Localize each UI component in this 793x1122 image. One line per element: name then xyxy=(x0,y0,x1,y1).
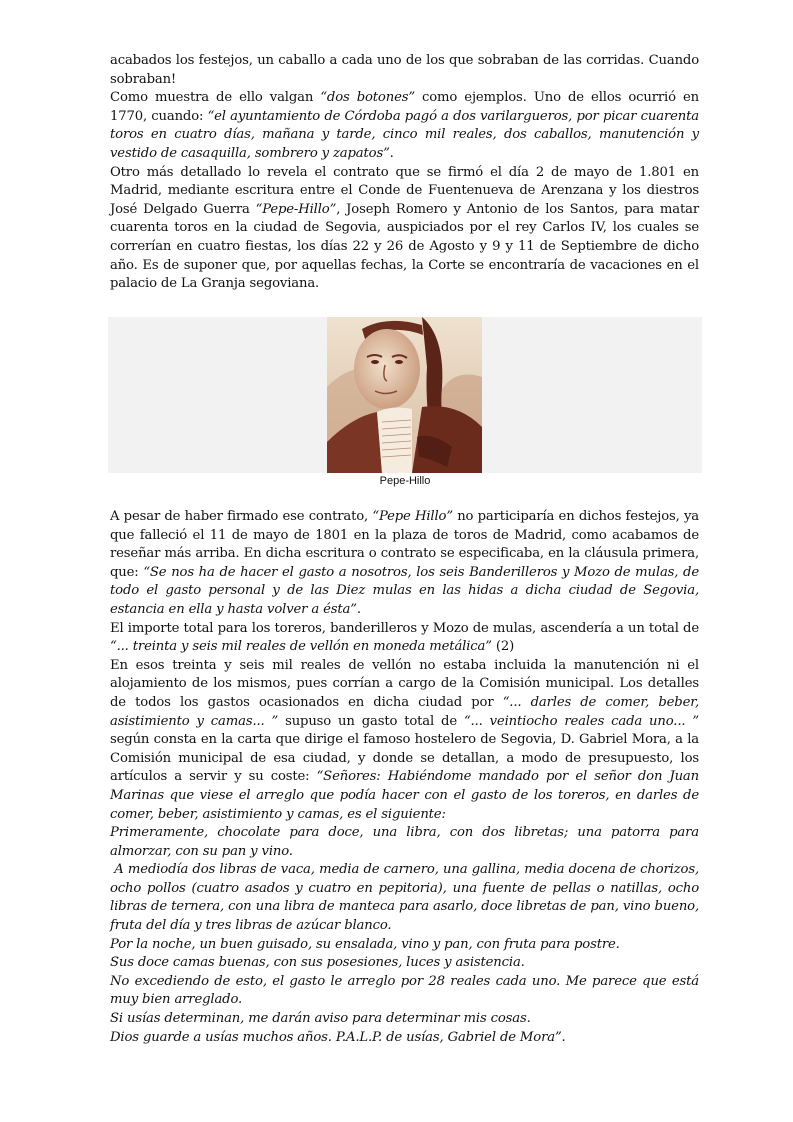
paragraph-text: supuso un gasto total de xyxy=(278,713,464,729)
portrait-illustration xyxy=(327,317,482,473)
quote-text: “dos botones” xyxy=(320,90,415,106)
paragraph-text: En esos treinta y seis mil reales de vellón no estaba incluida la manutención ni el alojamiento de los mismos, pues corrían a cargo de la Comisión municipal. Los detalles de todos los gastos ocasionados en dicha ciudad por xyxy=(110,657,699,710)
paragraph-text: acabados los festejos, un caballo a cada uno de los que sobraban de las corridas. Cuando sobraban! xyxy=(110,53,699,87)
quote-text: Si usías determinan, me darán aviso para determinar mis cosas. xyxy=(110,1011,531,1027)
paragraph-text: El importe total para los toreros, banderilleros y Mozo de mulas, ascendería a un total de xyxy=(110,620,699,636)
footnote-ref: (2) xyxy=(491,639,515,655)
quote-text: A mediodía dos libras de vaca, media de carnero, una gallina, media docena de chorizos, ocho pollos (cuatro asados y cuatro en pepitoria), una fuente de pellas o natillas, ocho libras de ternera, con una libra de manteca para asarlo, doce libretas de pan, vino bueno, fruta del día y tres libras de azúcar blanco. xyxy=(110,862,704,934)
paragraph xyxy=(110,164,699,294)
quote-text: “... treinta y seis mil reales de vellón en moneda metálica” xyxy=(110,639,492,655)
letter-paragraph xyxy=(110,861,704,935)
quote-text: Primeramente, chocolate para doce, una libra, con dos libretas; una patorra para almorzar, con su pan y vino. xyxy=(110,825,699,859)
quote-text: “Pepe-Hillo” xyxy=(255,201,337,217)
portrait-image xyxy=(327,317,482,473)
paragraph-text: Como muestra de ello valgan xyxy=(110,90,321,106)
letter-paragraph xyxy=(110,973,699,1010)
letter-paragraph xyxy=(110,1010,699,1029)
paragraph-text: no participaría en dichos festejos, ya que falleció el 11 de mayo de 1801 en la plaza de toros de Madrid, como acabamos de reseñar más arriba. En dicha escritura o contrato se especificaba, en la cláusula primera, que: xyxy=(110,509,699,580)
quote-text: Sus doce camas buenas, con sus posesiones, luces y asistencia. xyxy=(110,955,525,971)
paragraph-text: , Joseph Romero y Antonio de los Santos, para matar cuarenta toros en la ciudad de Segovia, auspiciados por el rey Carlos IV, los cuales se correrían en cuatro fiestas, los días 22 y 26 de Agosto y 9 y 11 de Septiembre de dicho año. Es de suponer que, por aquellas fechas, la Corte se encontraría de vacaciones en el palacio de La Granja segoviana. xyxy=(110,201,699,292)
quote-text: “el ayuntamiento de Córdoba pagó a dos varilargueros, por picar cuarenta toros en cuatro días, mañana y tarde, cinco mil reales, dos caballos, manutención y vestido de casaquilla, sombrero y zapatos” xyxy=(110,108,699,161)
quote-text: “... veintiocho reales cada uno... ” xyxy=(463,713,699,729)
paragraph-text: . xyxy=(389,145,394,161)
quote-text: Dios guarde a usías muchos años. P.A.L.P. de usías, Gabriel de Mora”. xyxy=(110,1029,566,1045)
text-section-bottom xyxy=(110,508,704,1047)
paragraph xyxy=(110,52,699,89)
quote-text: “Se nos ha de hacer el gasto a nosotros, los seis Banderilleros y Mozo de mulas, de todo el gasto personal y de las Diez mulas en las hidas a dicha ciudad de Segovia, estancia en ella y hasta volver a ésta” xyxy=(110,564,699,617)
quote-text: “Señores: Habiéndome mandado por el señor don Juan Marinas que viese el arreglo que podía hacer con el gasto de los toreros, en darles de comer, beber, asistimiento y camas, es el siguiente: xyxy=(110,769,699,822)
letter-paragraph xyxy=(110,1029,699,1048)
paragraph-text: como ejemplos. Uno de ellos ocurrió en 1770, cuando: xyxy=(110,90,699,124)
paragraph-text: A pesar de haber firmado ese contrato, xyxy=(110,509,373,524)
figure-band xyxy=(108,317,702,473)
paragraph xyxy=(110,89,699,163)
paragraph-text: según consta en la carta que dirige el famoso hostelero de Segovia, D. Gabriel Mora, a la Comisión municipal de esa ciudad, y donde se detallan, a modo de presupuesto, los artículos a servir y su coste: xyxy=(110,732,699,785)
text-section-top xyxy=(110,52,699,294)
quote-text: “Pepe Hillo” xyxy=(372,509,453,524)
quote-text: No excediendo de esto, el gasto le arreglo por 28 reales cada uno. Me parece que está muy bien arreglado. xyxy=(110,973,699,1008)
paragraph xyxy=(110,508,699,620)
quote-text: “... darles de comer, beber, asistimiento y camas... ” xyxy=(110,694,699,729)
letter-paragraph xyxy=(110,936,699,955)
quote-text: Por la noche, un buen guisado, su ensalada, vino y pan, con fruta para postre. xyxy=(110,936,620,952)
paragraph xyxy=(110,657,699,824)
paragraph-text: Otro más detallado lo revela el contrato que se firmó el día 2 de mayo de 1.801 en Madrid, mediante escritura entre el Conde de Fuentenueva de Arenzana y los diestros José Delgado Guerra xyxy=(110,164,699,217)
figure-caption: Pepe-Hillo xyxy=(379,475,431,487)
paragraph xyxy=(110,620,699,657)
paragraph-text: . xyxy=(356,601,361,617)
letter-paragraph xyxy=(110,954,699,973)
letter-paragraph xyxy=(110,824,699,861)
